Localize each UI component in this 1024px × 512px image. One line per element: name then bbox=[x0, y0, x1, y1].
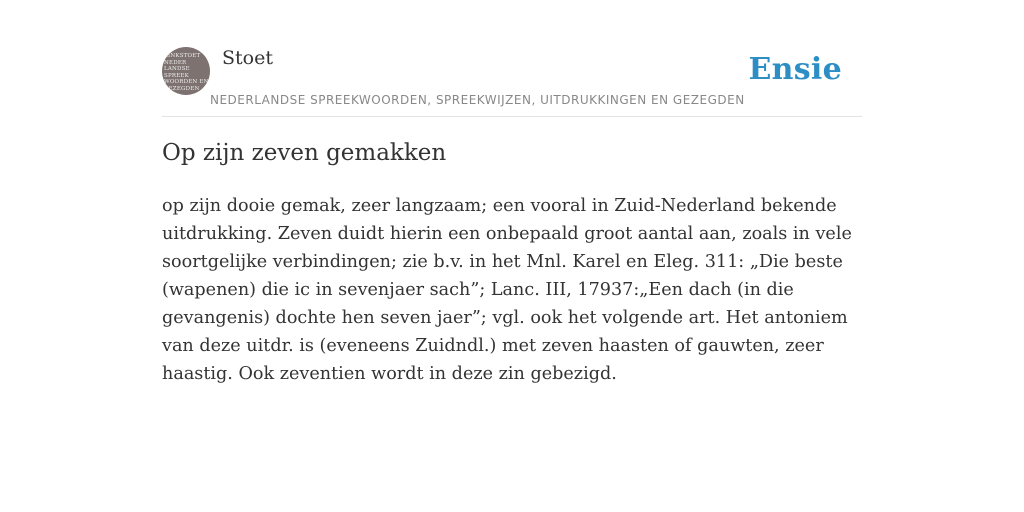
source-title[interactable]: NEDERLANDSE SPREEKWOORDEN, SPREEKWIJZEN, UITDRUKKINGEN EN GEZEGDEN bbox=[210, 93, 745, 107]
entry-definition: op zijn dooie gemak, zeer langzaam; een vooral in Zuid-Nederland bekende uitdrukking. Zeven duidt hierin een onbepaald groot aantal aan, zoals in vele soortgelijke verbindingen; zie b.v. in het Mnl. Karel en Eleg. 311: „Die beste (wapenen) die ic in sevenjaer sach”; Lanc. III, 17937:„Een dach (in die gevangenis) dochte hen seven jaer”; vgl. ook het volgende art. Het antoniem van deze uitdr. is (eveneens Zuidndl.) met zeven haasten of gauwten, zeer haastig. Ook zeventien wordt in deze zin gebezigd. bbox=[162, 196, 852, 384]
ensie-logo[interactable]: Ensie bbox=[748, 52, 842, 87]
avatar[interactable] bbox=[162, 47, 210, 95]
avatar-book-cover-text: ZINKSTOET NEDER LANDSE SPREEK WOORDEN EN GEZEGDEN bbox=[164, 53, 209, 92]
entry-title: Op zijn zeven gemakken bbox=[162, 140, 447, 166]
author-name[interactable]: Stoet bbox=[222, 47, 273, 69]
header bbox=[162, 44, 862, 117]
